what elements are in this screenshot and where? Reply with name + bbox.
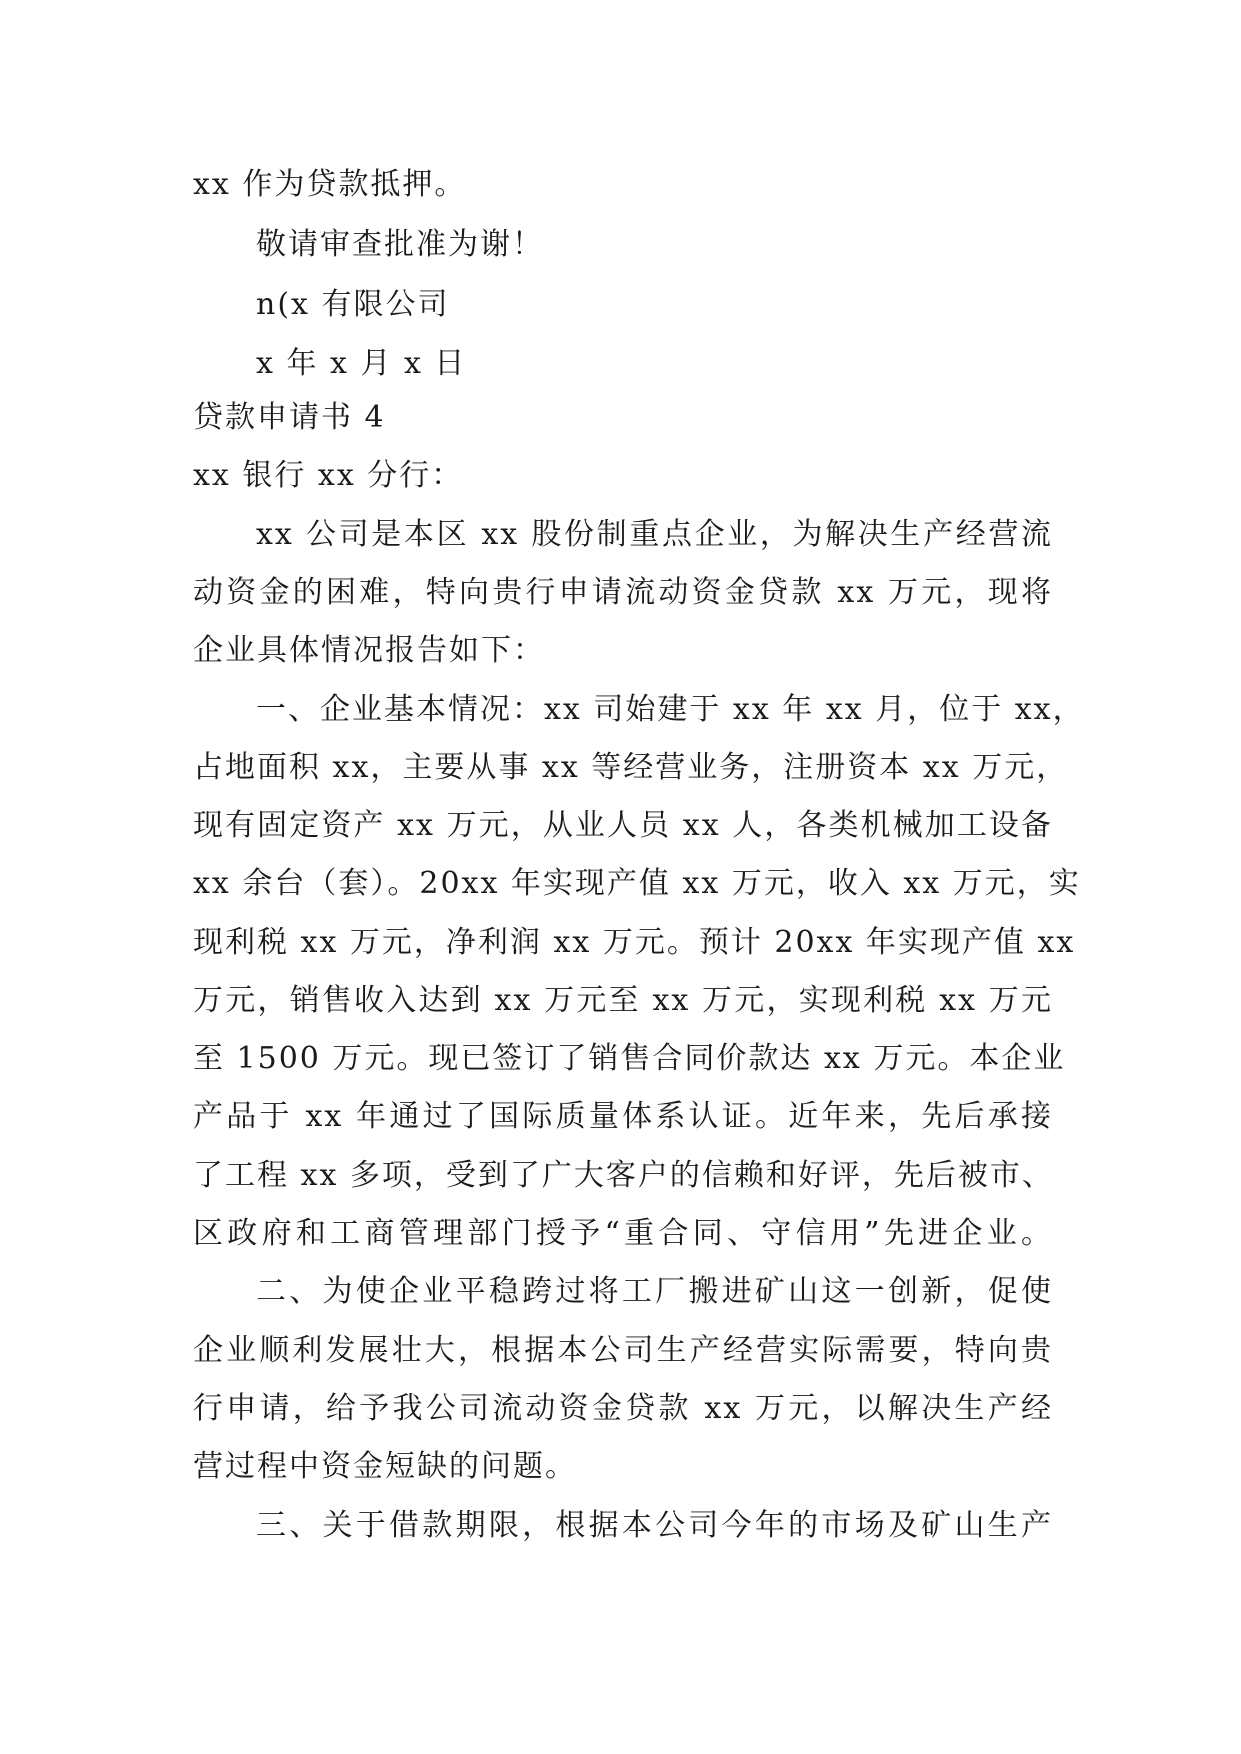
text-line: 动资金的困难，特向贵行申请流动资金贷款 xx 万元，现将 (193, 575, 1053, 610)
company-signature: n(x 有限公司 (256, 287, 450, 322)
text-line: 敬请审查批准为谢！ (256, 227, 544, 262)
text-line: 企业顺利发展壮大，根据本公司生产经营实际需要，特向贵 (193, 1333, 1053, 1368)
text-line: 现有固定资产 xx 万元，从业人员 xx 人，各类机械加工设备 (193, 808, 1053, 843)
text-line: 营过程中资金短缺的问题。 (193, 1449, 577, 1484)
text-line: 二、为使企业平稳跨过将工厂搬进矿山这一创新，促使 (256, 1274, 1053, 1309)
text-line: 占地面积 xx，主要从事 xx 等经营业务，注册资本 xx 万元， (193, 750, 1069, 785)
text-line: 万元，销售收入达到 xx 万元至 xx 万元，实现利税 xx 万元 (193, 983, 1053, 1018)
signature-date: x 年 x 月 x 日 (256, 346, 467, 381)
text-line: xx 作为贷款抵押。 (193, 167, 467, 202)
text-line: 行申请，给予我公司流动资金贷款 xx 万元，以解决生产经 (193, 1391, 1053, 1426)
section-title: 贷款申请书 4 (193, 400, 386, 435)
text-line: 一、企业基本情况：xx 司始建于 xx 年 xx 月，位于 xx， (256, 692, 1085, 727)
text-line: 企业具体情况报告如下： (193, 633, 545, 668)
text-line: 至 1500 万元。现已签订了销售合同价款达 xx 万元。本企业 (193, 1041, 1066, 1076)
text-line: 现利税 xx 万元，净利润 xx 万元。预计 20xx 年实现产值 xx (193, 925, 1076, 960)
text-line: 区政府和工商管理部门授予“重合同、守信用”先进企业。 (193, 1216, 1053, 1251)
text-line: xx 余台（套）。20xx 年实现产值 xx 万元，收入 xx 万元，实 (193, 866, 1081, 901)
text-line: 了工程 xx 多项，受到了广大客户的信赖和好评，先后被市、 (193, 1158, 1054, 1193)
text-line: 产品于 xx 年通过了国际质量体系认证。近年来，先后承接 (193, 1099, 1053, 1134)
letter-salutation: xx 银行 xx 分行： (193, 458, 464, 493)
text-line: 三、关于借款期限，根据本公司今年的市场及矿山生产 (256, 1508, 1053, 1543)
text-line: xx 公司是本区 xx 股份制重点企业，为解决生产经营流 (256, 517, 1053, 552)
